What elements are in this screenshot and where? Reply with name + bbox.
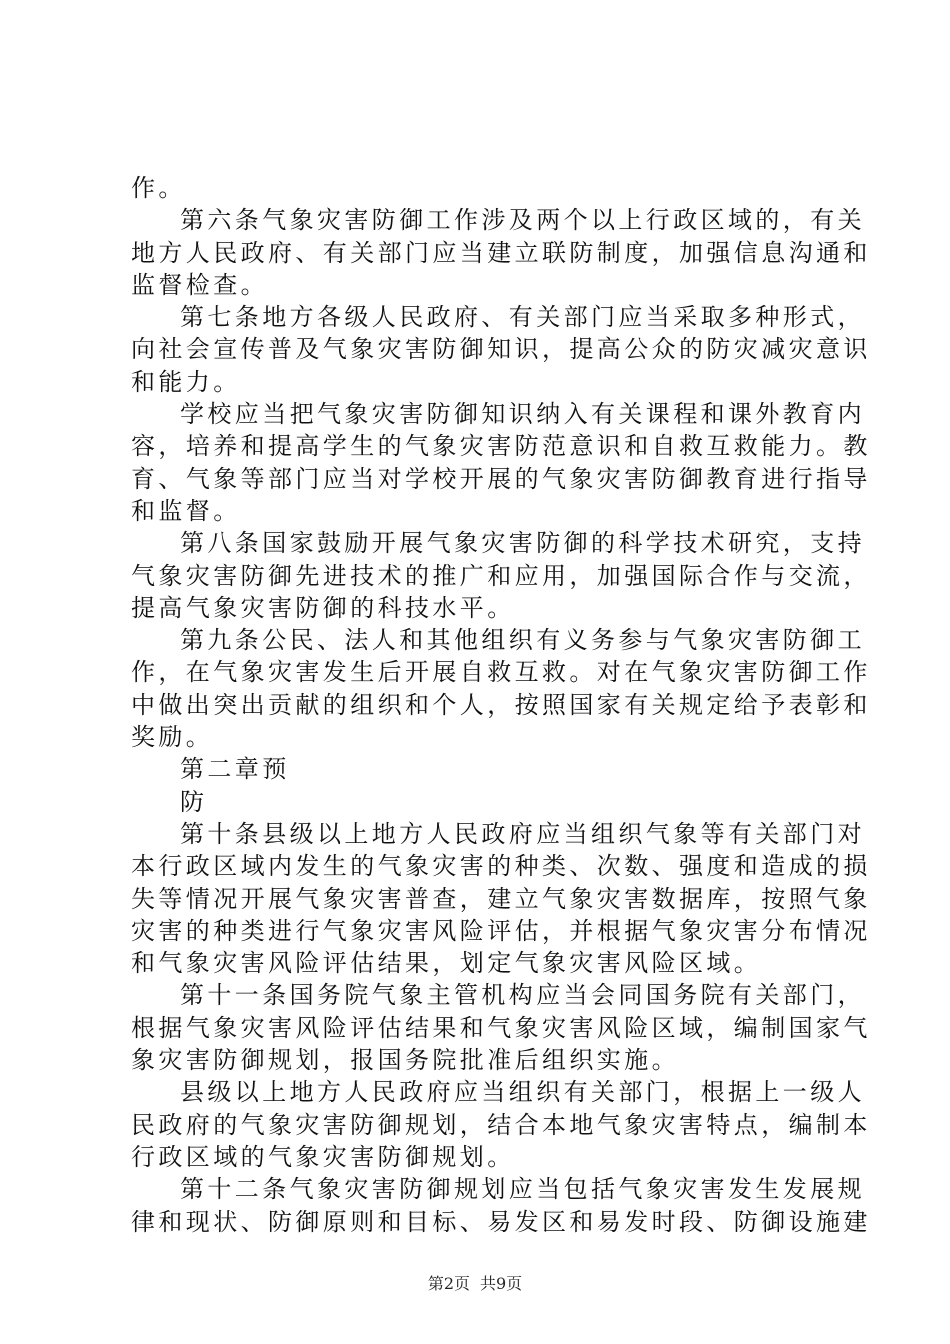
text-line: 和气象灾害风险评估结果，划定气象灾害风险区域。 [131, 949, 762, 978]
text-line: 行政区域的气象灾害防御规划。 [131, 1142, 515, 1171]
text-line: 县级以上地方人民政府应当组织有关部门，根据上一级人 [180, 1078, 865, 1107]
text-line: 气象灾害防御先进技术的推广和应用，加强国际合作与交流， [131, 561, 871, 590]
text-line: 失等情况开展气象灾害普查，建立气象灾害数据库，按照气象 [131, 884, 871, 913]
text-line: 地方人民政府、有关部门应当建立联防制度，加强信息沟通和 [131, 238, 871, 267]
text-line: 第七条地方各级人民政府、有关部门应当采取多种形式， [180, 303, 865, 332]
text-line: 第十一条国务院气象主管机构应当会同国务院有关部门， [180, 981, 865, 1010]
text-line: 民政府的气象灾害防御规划，结合本地气象灾害特点，编制本 [131, 1110, 871, 1139]
text-line: 学校应当把气象灾害防御知识纳入有关课程和课外教育内 [180, 400, 865, 429]
text-line: 防 [180, 787, 208, 816]
text-line: 和能力。 [131, 367, 241, 396]
text-line: 灾害的种类进行气象灾害风险评估，并根据气象灾害分布情况 [131, 916, 871, 945]
text-line: 育、气象等部门应当对学校开展的气象灾害防御教育进行指导 [131, 464, 871, 493]
body-text [131, 172, 871, 1238]
text-line: 和监督。 [131, 496, 241, 525]
text-line: 容，培养和提高学生的气象灾害防范意识和自救互救能力。教 [131, 432, 871, 461]
text-line: 第六条气象灾害防御工作涉及两个以上行政区域的，有关 [180, 206, 865, 235]
text-line: 提高气象灾害防御的科技水平。 [131, 593, 515, 622]
text-line: 第十条县级以上地方人民政府应当组织气象等有关部门对 [180, 819, 865, 848]
text-line: 作，在气象灾害发生后开展自救互救。对在气象灾害防御工作 [131, 658, 871, 687]
text-line: 第十二条气象灾害防御规划应当包括气象灾害发生发展规 [180, 1175, 865, 1204]
text-line: 根据气象灾害风险评估结果和气象灾害风险区域，编制国家气 [131, 1013, 871, 1042]
text-line: 第二章预 [180, 755, 290, 784]
text-line: 律和现状、防御原则和目标、易发区和易发时段、防御设施建 [131, 1207, 871, 1236]
text-line: 作。 [131, 174, 186, 202]
page-number: 第2页 [427, 1274, 470, 1293]
page-footer [0, 1271, 950, 1294]
text-line: 向社会宣传普及气象灾害防御知识，提高公众的防灾减灾意识 [131, 335, 871, 364]
text-line: 奖励。 [131, 723, 214, 752]
text-line: 中做出突出贡献的组织和个人，按照国家有关规定给予表彰和 [131, 690, 871, 719]
text-line: 象灾害防御规划，报国务院批准后组织实施。 [131, 1046, 679, 1075]
text-line: 第八条国家鼓励开展气象灾害防御的科学技术研究，支持 [180, 529, 865, 558]
text-line: 监督检查。 [131, 270, 268, 299]
text-line: 本行政区域内发生的气象灾害的种类、次数、强度和造成的损 [131, 852, 871, 881]
page-total: 共9页 [480, 1274, 523, 1293]
text-line: 第九条公民、法人和其他组织有义务参与气象灾害防御工 [180, 626, 865, 655]
